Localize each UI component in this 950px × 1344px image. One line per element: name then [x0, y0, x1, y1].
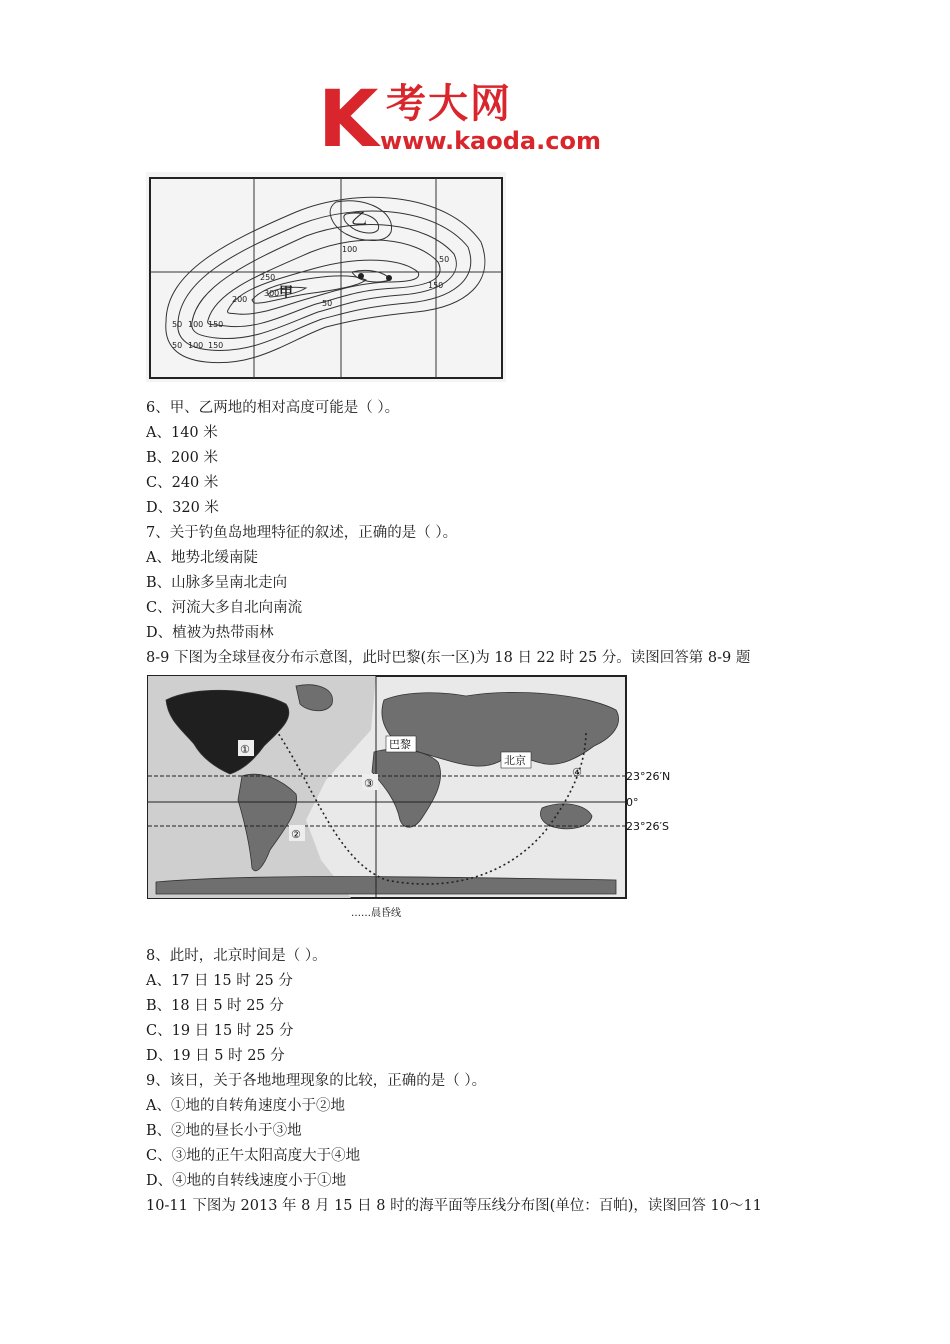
contour-label: 250	[260, 273, 276, 282]
q8-stem: 8、此时，北京时间是（ ）。	[146, 948, 327, 964]
q9-option-c: C、③地的正午太阳高度大于④地	[146, 1148, 361, 1164]
q8-option-b: B、18 日 5 时 25 分	[146, 998, 284, 1014]
q7-option-d: D、植被为热带雨林	[146, 625, 274, 641]
lat-label-south: 23°26′S	[626, 820, 669, 833]
site-logo	[318, 75, 648, 165]
q9-option-b: B、②地的昼长小于③地	[146, 1123, 302, 1139]
lat-label-equator: 0°	[626, 796, 639, 809]
q9-option-a: A、①地的自转角速度小于②地	[146, 1098, 345, 1114]
marker-3: ③	[364, 777, 374, 790]
lat-label-north: 23°26′N	[626, 770, 671, 783]
contour-label: 150	[208, 320, 224, 329]
contour-label: 300	[264, 289, 280, 298]
contour-map-figure	[146, 172, 506, 382]
q7-stem: 7、关于钓鱼岛地理特征的叙述，正确的是（ ）。	[146, 525, 458, 541]
marker-1: ①	[240, 743, 250, 756]
world-day-night-figure	[146, 670, 688, 922]
city-paris: 巴黎	[389, 738, 411, 751]
q7-option-b: B、山脉多呈南北走向	[146, 575, 288, 591]
intro-8-9: 8-9 下图为全球昼夜分布示意图，此时巴黎(东一区)为 18 日 22 时 25 分。读图回答第 8-9 题	[146, 650, 751, 666]
city-beijing: 北京	[504, 754, 526, 767]
contour-label: 150	[208, 341, 224, 350]
contour-label: 200	[232, 295, 248, 304]
contour-label: 50	[439, 255, 450, 264]
label-jia: 甲	[279, 285, 293, 301]
contour-label: 50	[322, 299, 333, 308]
q8-option-d: D、19 日 5 时 25 分	[146, 1048, 285, 1064]
contour-label: 150	[428, 281, 444, 290]
legend-terminator: ……晨昏线	[351, 908, 401, 919]
q6-option-b: B、200 米	[146, 450, 218, 466]
q8-option-c: C、19 日 15 时 25 分	[146, 1023, 294, 1039]
contour-label: 100	[188, 320, 204, 329]
q9-stem: 9、该日，关于各地地理现象的比较，正确的是（ ）。	[146, 1073, 487, 1089]
logo-k-mark: K	[318, 75, 379, 165]
q6-option-a: A、140 米	[146, 425, 218, 441]
logo-url: www.kaoda.com	[380, 127, 601, 155]
logo-site-name: 考大网	[386, 81, 512, 127]
contour-label: 100	[342, 245, 358, 254]
q6-stem: 6、甲、乙两地的相对高度可能是（ ）。	[146, 400, 400, 416]
label-yi: 乙	[351, 209, 368, 228]
q9-option-d: D、④地的自转线速度小于①地	[146, 1173, 347, 1189]
summit-dot-2	[386, 275, 392, 281]
summit-dot-1	[358, 273, 364, 279]
q6-option-c: C、240 米	[146, 475, 219, 491]
marker-2: ②	[291, 828, 301, 841]
contour-label: 50	[172, 341, 183, 350]
q7-option-a: A、地势北缓南陡	[146, 550, 258, 566]
contour-label: 50	[172, 320, 183, 329]
q7-option-c: C、河流大多自北向南流	[146, 600, 303, 616]
q6-option-d: D、320 米	[146, 500, 219, 516]
contour-label: 100	[188, 341, 204, 350]
marker-4: ④	[572, 766, 582, 779]
intro-10-11: 10-11 下图为 2013 年 8 月 15 日 8 时的海平面等压线分布图(单位：百帕)，读图回答 10～11	[146, 1198, 762, 1214]
q8-option-a: A、17 日 15 时 25 分	[146, 973, 293, 989]
